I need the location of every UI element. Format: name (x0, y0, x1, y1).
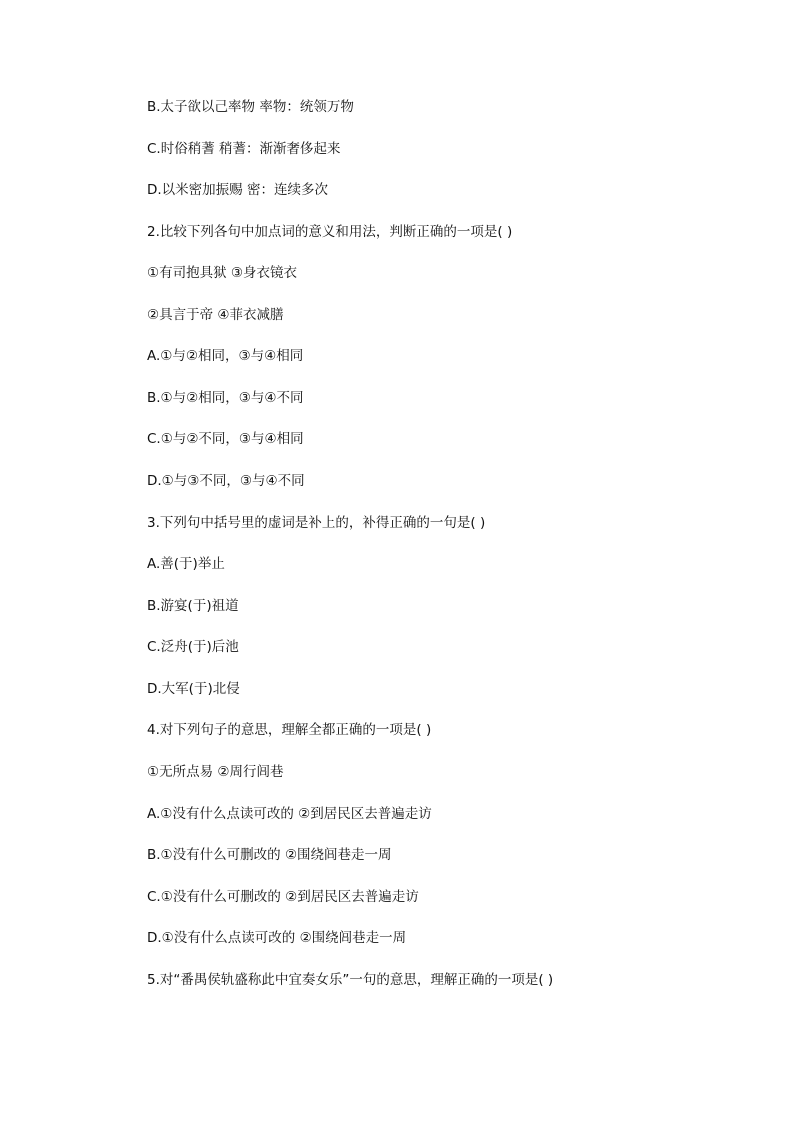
question-2-stem: 2.比较下列各句中加点词的意义和用法，判断正确的一项是( ) (147, 224, 513, 240)
question-2-option-c: C.①与②不同，③与④相同 (147, 431, 304, 447)
question-2-sentences-1: ①有司抱具狱 ③身衣镜衣 (147, 265, 297, 281)
question-4-option-a: A.①没有什么点读可改的 ②到居民区去普遍走访 (147, 806, 432, 822)
question-3-option-d: D.大军(于)北侵 (147, 681, 240, 697)
question-4-option-c: C.①没有什么可删改的 ②到居民区去普遍走访 (147, 889, 419, 905)
question-3-option-c: C.泛舟(于)后池 (147, 639, 239, 655)
option-b-line: B.太子欲以己率物 率物：统领万物 (147, 99, 354, 115)
option-d-line: D.以米密加振赐 密：连续多次 (147, 182, 328, 198)
question-3-option-b: B.游宴(于)祖道 (147, 598, 239, 614)
question-2-option-b: B.①与②相同，③与④不同 (147, 390, 304, 406)
question-4-option-d: D.①没有什么点读可改的 ②围绕闾巷走一周 (147, 930, 407, 946)
question-4-option-b: B.①没有什么可删改的 ②围绕闾巷走一周 (147, 847, 392, 863)
question-2-option-d: D.①与③不同，③与④不同 (147, 473, 305, 489)
option-c-line: C.时俗稍蓍 稍蓍：渐渐奢侈起来 (147, 141, 341, 157)
question-2-sentences-2: ②具言于帝 ④菲衣减膳 (147, 307, 284, 323)
question-3-option-a: A.善(于)举止 (147, 556, 225, 572)
question-4-stem: 4.对下列句子的意思，理解全都正确的一项是( ) (147, 722, 432, 738)
question-2-option-a: A.①与②相同，③与④相同 (147, 348, 304, 364)
question-5-stem: 5.对“番禺侯轨盛称此中宜奏女乐”一句的意思，理解正确的一项是( ) (147, 972, 554, 988)
question-3-stem: 3.下列句中括号里的虚词是补上的，补得正确的一句是( ) (147, 515, 486, 531)
question-4-sentences: ①无所点易 ②周行闾巷 (147, 764, 284, 780)
